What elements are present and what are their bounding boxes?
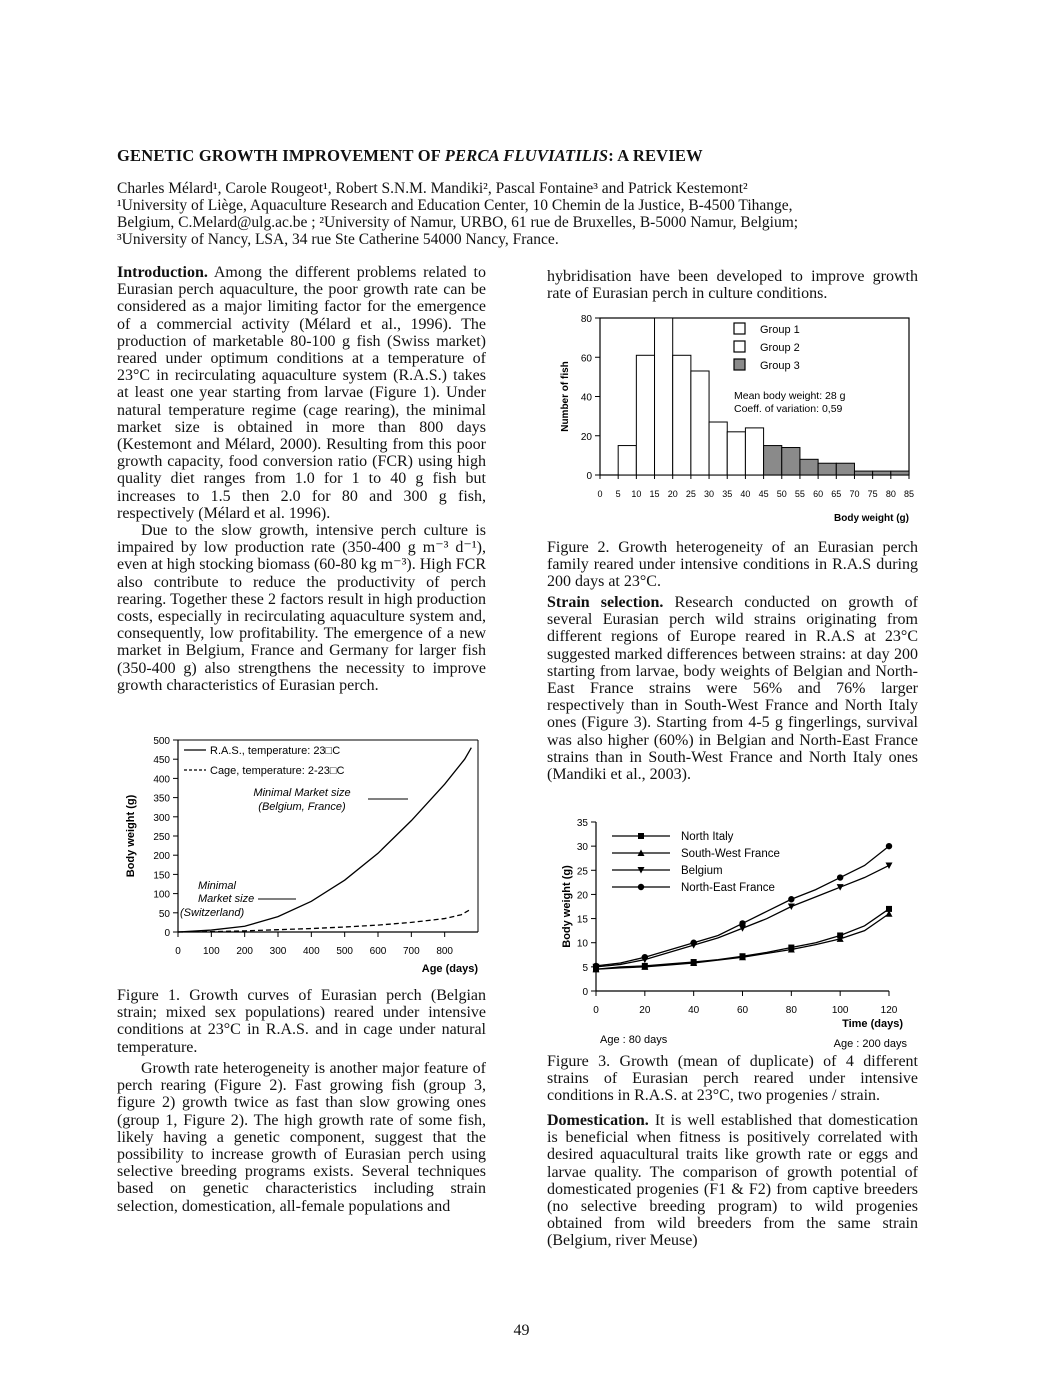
- x-tick-label: 100: [831, 1005, 849, 1016]
- x-tick-label: 800: [436, 946, 454, 957]
- y-tick-label: 20: [576, 890, 588, 902]
- x-tick-label: 80: [885, 489, 896, 499]
- x-tick-label: 15: [649, 489, 660, 499]
- histogram-bar: [618, 446, 636, 475]
- histogram-bar: [673, 355, 691, 475]
- figure-3-chart: [550, 812, 920, 1052]
- legend-label: Cage, temperature: 2-23□C: [210, 765, 345, 777]
- legend-label: Belgium: [681, 865, 723, 877]
- y-tick-label: 0: [582, 987, 588, 998]
- histogram-bar: [709, 422, 727, 475]
- author-block: [117, 180, 917, 248]
- y-tick-label: 60: [580, 353, 592, 365]
- x-tick-label: 400: [302, 946, 320, 957]
- x-tick-label: 85: [903, 489, 915, 499]
- annotation-text: (Switzerland): [180, 907, 245, 919]
- x-tick-label: 100: [202, 946, 220, 957]
- histogram-bar: [873, 471, 891, 475]
- x-tick-label: 50: [776, 489, 787, 499]
- annotation-text: Minimal: [198, 880, 236, 892]
- figure-1-plot: [125, 736, 478, 975]
- affiliation-line: Belgium, C.Melard@ulg.ac.be ; ²University of Namur, URBO, 61 rue de Bruxelles, B-5000 Namur, Belgium;: [117, 214, 799, 231]
- affiliation-line: ¹University of Liège, Aquaculture Research and Education Center, 10 Chemin de la Justice, B-4500 Tihange,: [117, 197, 793, 214]
- data-point: [886, 862, 893, 869]
- y-tick-label: 25: [576, 866, 588, 878]
- x-tick-label: 75: [867, 489, 878, 499]
- strain-selection-section: [547, 594, 918, 783]
- y-tick-label: 100: [153, 889, 170, 901]
- y-tick-label: 250: [153, 832, 170, 843]
- histogram-bar: [800, 459, 818, 475]
- y-tick-label: 15: [576, 914, 588, 926]
- annotation-text: (Belgium, France): [258, 801, 346, 813]
- histogram-bar: [636, 355, 654, 475]
- legend-swatch: [734, 323, 745, 334]
- y-tick-label: 50: [158, 908, 170, 920]
- y-tick-label: 400: [153, 774, 170, 786]
- legend-marker: [638, 833, 644, 839]
- data-point: [739, 920, 745, 926]
- data-point: [788, 896, 794, 902]
- y-tick-label: 0: [164, 928, 170, 939]
- left-column-bottom: [117, 1060, 486, 1215]
- x-tick-label: 70: [849, 489, 860, 499]
- y-tick-label: 350: [153, 793, 170, 805]
- paragraph: hybridisation have been developed to improve growth rate of Eurasian perch in culture conditions.: [547, 268, 918, 303]
- x-tick-label: 5: [615, 489, 621, 499]
- legend-label: R.A.S., temperature: 23□C: [210, 745, 341, 757]
- x-tick-label: 0: [597, 489, 603, 499]
- axis-sublabel: Age : 80 days: [600, 1034, 668, 1046]
- left-column-text: [117, 264, 486, 694]
- figure-2-caption: Figure 2. Growth heterogeneity of an Eurasian perch family reared under intensive conditions in R.A.S during 200 days at 23°C.: [547, 539, 918, 591]
- x-tick-label: 25: [685, 489, 696, 499]
- figure-2-plot: [560, 314, 914, 524]
- top-rule: [0, 0, 1043, 1]
- x-tick-label: 60: [736, 1005, 749, 1016]
- annotation-text: Minimal Market size: [253, 787, 351, 799]
- legend-label: Group 3: [760, 360, 800, 372]
- x-tick-label: 20: [639, 1005, 651, 1016]
- figure-1-caption: Figure 1. Growth curves of Eurasian perch (Belgian strain; mixed sex populations) reared under intensive conditions at 23°C in R.A.S. and in cage under natural temperature.: [117, 987, 486, 1056]
- x-axis-label: Time (days): [842, 1018, 903, 1030]
- y-tick-label: 500: [153, 736, 170, 747]
- page-number: 49: [513, 1322, 530, 1339]
- data-point: [837, 884, 844, 891]
- legend-marker: [638, 884, 644, 890]
- histogram-bar: [854, 471, 872, 475]
- x-tick-label: 40: [740, 489, 751, 499]
- x-tick-label: 120: [880, 1005, 898, 1016]
- y-tick-label: 20: [580, 431, 592, 443]
- legend-label: North-East France: [681, 882, 775, 894]
- x-tick-label: 60: [813, 489, 824, 499]
- growth-curve: [596, 865, 889, 966]
- y-tick-label: 5: [582, 962, 588, 974]
- legend-label: Group 1: [760, 324, 800, 336]
- x-tick-label: 200: [236, 946, 254, 957]
- figure-3-plot: [561, 818, 907, 1050]
- legend-label: Group 2: [760, 342, 800, 354]
- author-list: Charles Mélard¹, Carole Rougeot¹, Robert S.N.M. Mandiki², Pascal Fontaine³ and Patrick Kestemont²: [117, 180, 748, 197]
- x-tick-label: 55: [794, 489, 805, 499]
- y-axis-label: Body weight (g): [561, 865, 573, 948]
- histogram-bar: [818, 463, 836, 475]
- data-point: [642, 954, 648, 960]
- introduction-paragraph: Introduction. Among the different problems related to Eurasian perch aquaculture, the poor growth rate can be considered as a major limiting factor for the emergence of a commercial activity (Mélard et al., 1996). The production of marketable 80-100 g fish (Swiss market) reared under optimum conditions at a temperature of 23°C in recirculating aquaculture system (R.A.S.) takes at least one year starting from larvae (Figure 1). Under natural temperature regime (cage rearing), the minimal market size is obtained in more than 800 days (Kestemont and Mélard, 2000). Resulting from this poor growth capacity, food conversion ratio (FCR) using high quality diet ranges from 1.0 for 1 to 40 g fish but increases to 1.5 then 2.0 for 80 and 300 g fish, respectively (Mélard et al. 1996).: [117, 264, 486, 522]
- domestication-section: [547, 1112, 918, 1250]
- data-point: [886, 843, 892, 849]
- figure-2-chart: [548, 308, 920, 530]
- figure-3-caption: Figure 3. Growth (mean of duplicate) of 4 different strains of Eurasian perch reared under intensive conditions in R.A.S. at 23°C, two progenies / strain.: [547, 1053, 918, 1105]
- affiliation-line: ³University of Nancy, LSA, 34 rue Ste Catherine 54000 Nancy, France.: [117, 231, 559, 248]
- annotation-text: Market size: [198, 893, 255, 905]
- paper-title: GENETIC GROWTH IMPROVEMENT OF PERCA FLUVIATILIS: A REVIEW: [117, 146, 703, 165]
- histogram-bar: [727, 432, 745, 475]
- data-point: [837, 874, 843, 880]
- x-tick-label: 45: [758, 489, 769, 499]
- y-tick-label: 35: [576, 818, 588, 829]
- y-tick-label: 200: [153, 851, 170, 863]
- x-tick-label: 700: [402, 946, 420, 957]
- histogram-bar: [782, 448, 800, 475]
- y-tick-label: 10: [576, 938, 588, 950]
- x-tick-label: 10: [631, 489, 642, 499]
- data-point: [788, 904, 795, 911]
- x-tick-label: 300: [269, 946, 287, 957]
- y-axis-label: Body weight (g): [125, 794, 137, 878]
- legend-swatch: [734, 341, 745, 352]
- x-tick-label: 65: [831, 489, 842, 499]
- histogram-bar: [764, 446, 782, 475]
- x-tick-label: 30: [704, 489, 715, 499]
- data-point: [593, 963, 599, 969]
- data-point: [690, 940, 696, 946]
- legend-label: North Italy: [681, 831, 734, 843]
- x-tick-label: 80: [785, 1005, 797, 1016]
- histogram-bar: [655, 318, 673, 475]
- x-axis-label: Body weight (g): [834, 513, 909, 524]
- histogram-bar: [891, 471, 909, 475]
- x-axis-label: Age (days): [421, 963, 478, 975]
- x-tick-label: 20: [667, 489, 678, 499]
- y-tick-label: 300: [153, 812, 170, 824]
- y-tick-label: 450: [153, 755, 170, 767]
- chart-statistic: Coeff. of variation: 0,59: [734, 403, 843, 415]
- y-tick-label: 80: [580, 314, 592, 325]
- histogram-bar: [745, 428, 763, 475]
- histogram-bar: [691, 371, 709, 475]
- x-tick-label: 500: [336, 946, 354, 957]
- axis-sublabel: Age : 200 days: [833, 1038, 907, 1050]
- x-tick-label: 600: [369, 946, 387, 957]
- paragraph: Domestication. It is well established that domestication is beneficial when fitness is positively correlated with desired aquacultural traits like growth rate or eggs and larvae quality. The comparison of growth potential of domesticated progenies (F1 & F2) from captive breeders (no selective breeding program) to wild progenies obtained from wild breeders from the same strain (Belgium, river Meuse): [547, 1112, 919, 1250]
- chart-statistic: Mean body weight: 28 g: [734, 390, 846, 402]
- y-tick-label: 0: [586, 471, 592, 482]
- paragraph: Due to the slow growth, intensive perch culture is impaired by low production rate (350-400 g m⁻³ d⁻¹), even at high stocking biomass (60-80 kg m⁻³). High FCR also contribute to reduce the productivity of perch rearing. Together these 2 factors result in high production costs, especially in recirculating aquaculture system and, consequently, low profitability. The emergence of a new market in Belgium, France and Germany for larger fish (350-400 g) also strengthens the necessity to improve growth characteristics of Eurasian perch.: [117, 522, 486, 694]
- paragraph: Strain selection. Research conducted on growth of several Eurasian perch wild strains originating from different regions of Europe reared in R.A.S at 23°C suggested marked differences between strains: at day 200 starting from larvae, body weights of Belgian and North-East France strains were 56% and 76% larger respectively than in South-West France and North Italy ones (Figure 3). Starting from 4-5 g fingerlings, survival was also higher (60%) in Belgian and North-East France strains than in South-West France and North Italy ones (Mandiki et al., 2003).: [547, 594, 919, 784]
- legend-label: South-West France: [681, 848, 780, 860]
- y-axis-label: Number of fish: [560, 361, 571, 432]
- legend-swatch: [734, 359, 745, 370]
- y-tick-label: 150: [153, 870, 170, 882]
- x-tick-label: 40: [688, 1005, 700, 1016]
- x-tick-label: 0: [593, 1005, 599, 1016]
- histogram-bar: [836, 463, 854, 475]
- right-column-top: [547, 268, 918, 302]
- y-tick-label: 40: [580, 392, 592, 404]
- figure-1-chart: [114, 730, 492, 982]
- y-tick-label: 30: [576, 842, 588, 854]
- paragraph: Growth rate heterogeneity is another major feature of perch rearing (Figure 2). Fast growing fish (group 3, figure 2) growth twice as fast than slow growing ones (group 1, Figure 2). The high growth rate of some fish, likely having a genetic component, suggest that the possibility to increase growth of Eurasian perch using selective breeding programs exists. Several techniques based on genetic characteristics including strain selection, domestication, all-female populations and: [117, 1060, 486, 1215]
- growth-curve: [596, 846, 889, 966]
- x-tick-label: 35: [722, 489, 733, 499]
- x-tick-label: 0: [175, 946, 181, 957]
